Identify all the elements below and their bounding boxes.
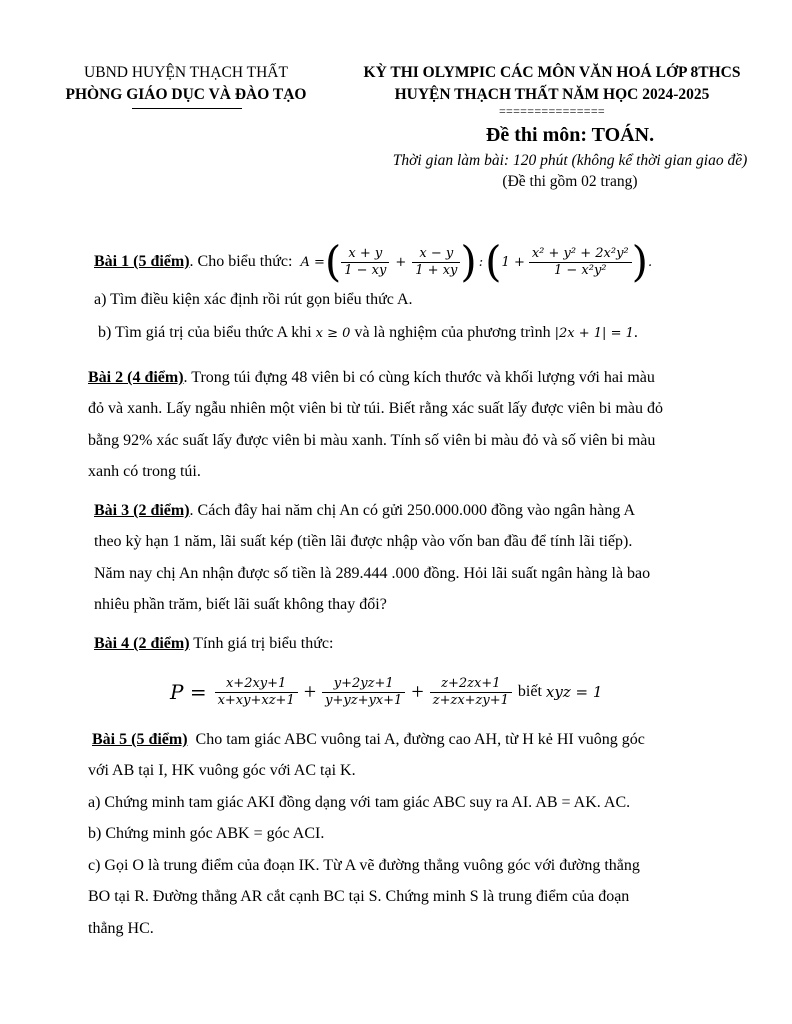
p-plus-2: + xyxy=(411,679,424,704)
problem-3-line-3: Năm nay chị An nhận được số tiền là 289.444 .000 đồng. Hỏi lãi suất ngân hàng là bao xyxy=(94,565,651,582)
problem-4-statement xyxy=(94,635,333,653)
fraction-2-numerator: x − y xyxy=(412,246,460,263)
problem-1b-end: . xyxy=(633,324,638,341)
problem-5-line-1 xyxy=(92,731,645,749)
department-name: PHÒNG GIÁO DỤC VÀ ĐÀO TẠO xyxy=(65,86,307,103)
one-plus: 1 + xyxy=(501,254,525,270)
problem-1a: a) Tìm điều kiện xác định rồi rút gọn biểu thức A. xyxy=(94,291,413,308)
expression-p-lhs: P = xyxy=(170,680,207,704)
expression-a xyxy=(300,237,653,286)
exam-page-count: (Đề thi gồm 02 trang) xyxy=(502,173,638,190)
problem-3-label: Bài 3 (2 điểm) xyxy=(94,502,190,519)
p-fraction-3 xyxy=(430,676,512,708)
problem-1b-text: b) Tìm giá trị của biểu thức A khi xyxy=(98,324,312,341)
problem-3-line-2: theo kỳ hạn 1 năm, lãi suất kép (tiền lãi được nhập vào vốn ban đầu để tính lãi tiếp). xyxy=(94,533,633,550)
problem-5a: a) Chứng minh tam giác AKI đồng dạng với tam giác ABC suy ra AI. AB = AK. AC. xyxy=(88,794,631,811)
exam-subject: Đề thi môn: TOÁN. xyxy=(485,124,655,146)
left-paren-2: ( xyxy=(485,237,502,286)
problem-2-line-4: xanh có trong túi. xyxy=(88,463,201,480)
fraction-2-denominator: 1 + xy xyxy=(415,262,458,278)
problem-5-text-1: Cho tam giác ABC vuông tai A, đường cao AH, từ H kẻ HI vuông góc xyxy=(187,731,645,748)
problem-3-line-1 xyxy=(94,502,635,520)
exam-title: KỲ THI OLYMPIC CÁC MÔN VĂN HOÁ LỚP 8THCS xyxy=(363,64,741,81)
plus-sign: + xyxy=(395,254,407,270)
p-fraction-1 xyxy=(215,676,298,708)
header-divider-left xyxy=(132,108,242,109)
problem-5c-line-1: c) Gọi O là trung điểm của đoạn IK. Từ A vẽ đường thẳng vuông góc với đường thẳng xyxy=(88,857,640,874)
problem-2-line-1 xyxy=(88,369,655,387)
p-plus-1: + xyxy=(303,679,317,704)
p-fraction-1-numerator: x+2xy+1 xyxy=(215,676,298,693)
p-fraction-2-denominator: y+yz+yx+1 xyxy=(325,692,403,708)
right-paren-2: ) xyxy=(631,237,649,286)
expression-a-lhs: A = xyxy=(300,254,325,270)
left-paren: ( xyxy=(324,237,342,286)
right-paren: ) xyxy=(460,237,477,286)
problem-5b: b) Chứng minh góc ABK = góc ACI. xyxy=(88,825,325,842)
problem-1-statement xyxy=(94,232,652,292)
problem-2-line-2: đỏ và xanh. Lấy ngẫu nhiên một viên bi từ túi. Biết rằng xác suất lấy được viên bi màu đỏ xyxy=(88,400,664,417)
given-condition: xyz = 1 xyxy=(545,683,603,701)
exam-year: HUYỆN THẠCH THẤT NĂM HỌC 2024-2025 xyxy=(394,86,710,103)
problem-1b xyxy=(98,324,638,342)
p-fraction-2-numerator: y+2yz+1 xyxy=(322,676,405,693)
issuer-name: UBND HUYỆN THẠCH THẤT xyxy=(84,64,288,81)
problem-5c-line-3: thẳng HC. xyxy=(88,920,154,937)
problem-3-text-1: . Cách đây hai năm chị An có gửi 250.000.000 đồng vào ngân hàng A xyxy=(189,502,636,519)
problem-1-label: Bài 1 (5 điểm) xyxy=(94,253,190,270)
condition-x: x ≥ 0 xyxy=(315,326,351,341)
problem-5c-line-2: BO tại R. Đường thẳng AR cắt cạnh BC tại S. Chứng minh S là trung điểm của đoạn xyxy=(88,888,630,905)
header-separator: =============== xyxy=(498,104,605,118)
problem-5-label: Bài 5 (5 điểm) xyxy=(92,731,188,748)
fraction-2 xyxy=(412,246,460,278)
problem-2-text-1: . Trong túi đựng 48 viên bi có cùng kích thước và khối lượng với hai màu xyxy=(183,369,655,386)
problem-2-line-3: bằng 92% xác suất lấy được viên bi màu xanh. Tính số viên bi màu đỏ và số viên bi màu xyxy=(88,432,656,449)
problem-1b-mid: và là nghiệm của phương trình xyxy=(354,324,551,341)
fraction-3 xyxy=(529,246,632,278)
problem-2-label: Bài 2 (4 điểm) xyxy=(88,369,184,386)
fraction-1 xyxy=(341,246,389,278)
problem-4-label: Bài 4 (2 điểm) xyxy=(94,635,190,652)
fraction-3-numerator: x² + y² + 2x²y² xyxy=(529,246,632,263)
fraction-3-denominator: 1 − x²y² xyxy=(553,262,607,278)
p-fraction-1-denominator: x+xy+xz+1 xyxy=(217,692,295,708)
p-fraction-2 xyxy=(322,676,405,708)
given-word: biết xyxy=(517,683,542,700)
expression-p xyxy=(170,668,602,716)
fraction-1-numerator: x + y xyxy=(341,246,389,263)
problem-3-line-4: nhiêu phần trăm, biết lãi suất không thay đổi? xyxy=(94,596,387,613)
exam-duration: Thời gian làm bài: 120 phút (không kể thời gian giao đề) xyxy=(392,152,748,169)
p-fraction-3-numerator: z+2zx+1 xyxy=(430,676,512,693)
divide-sign: : xyxy=(478,254,484,270)
problem-4-intro: Tính giá trị biểu thức: xyxy=(189,635,334,652)
fraction-1-denominator: 1 − xy xyxy=(344,262,387,278)
problem-1-intro: . Cho biểu thức: xyxy=(189,253,293,270)
p-fraction-3-denominator: z+zx+zy+1 xyxy=(432,692,509,708)
problem-5-line-2: với AB tại I, HK vuông góc với AC tại K. xyxy=(88,762,356,779)
equation-abs: |2x + 1| = 1 xyxy=(554,326,634,341)
expression-end: . xyxy=(648,254,653,270)
